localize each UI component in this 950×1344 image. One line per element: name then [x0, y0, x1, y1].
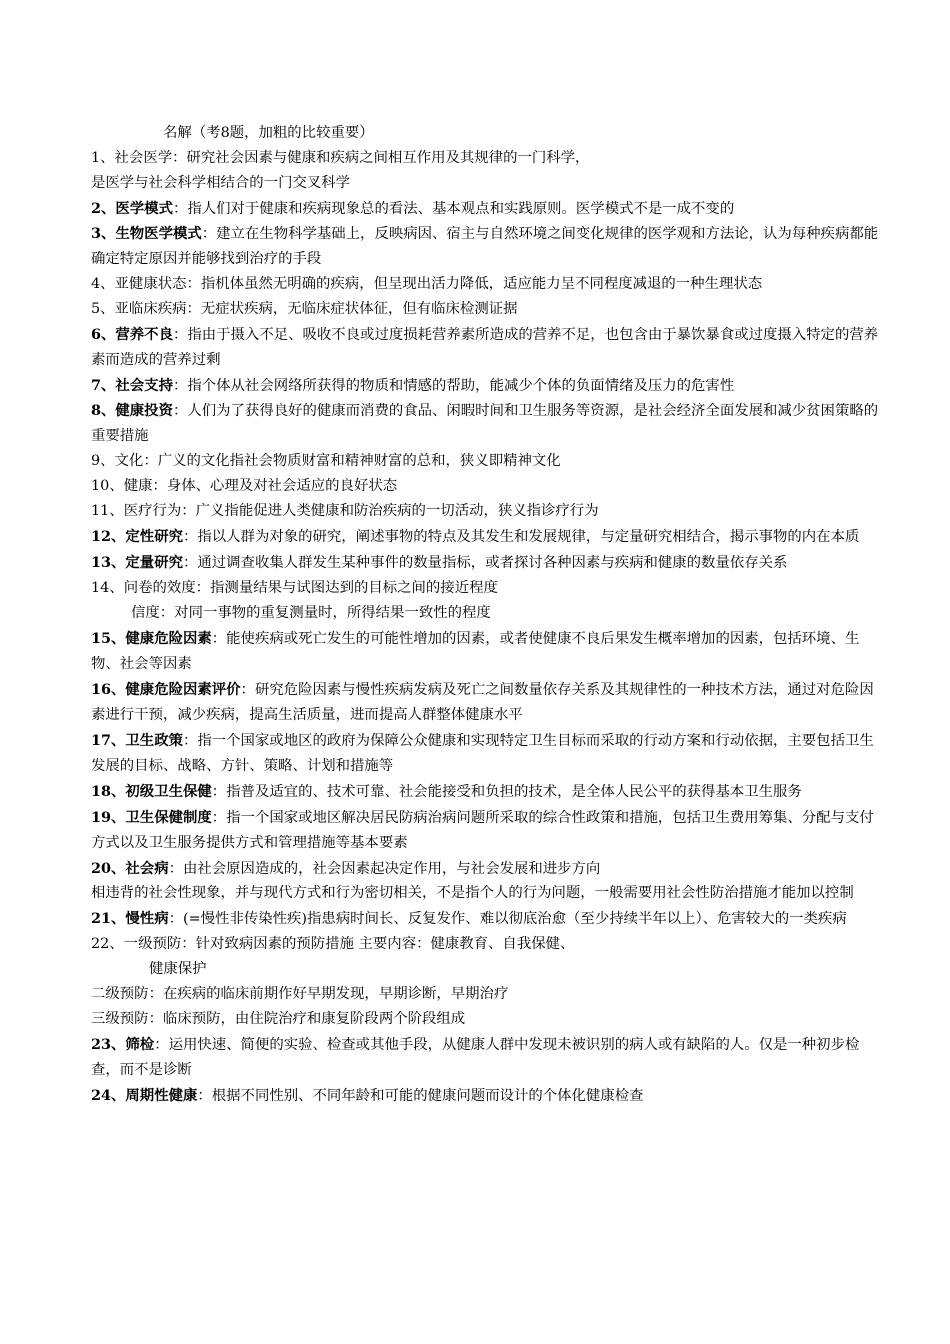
definition: ：(=慢性非传染性疾)指患病时间长、反复发作、难以彻底治愈（至少持续半年以上）、危害较大的一类疾病 [168, 911, 847, 927]
term: 20、社会病 [91, 860, 169, 877]
term: 12、定性研究 [91, 528, 183, 545]
entry-22: 22、一级预防：针对致病因素的预防措施 主要内容：健康教育、自我保健、 [91, 936, 575, 952]
entry-14: 14、问卷的效度：指测量结果与试图达到的目标之间的接近程度 [91, 580, 498, 596]
entry-5: 5、亚临床疾病：无症状疾病，无临床症状体征，但有临床检测证据 [91, 301, 518, 317]
definition: ：指一个国家或地区解决居民防病治病问题所采取的综合性政策和措施，包括卫生费用筹集、分配与支付方式以及卫生服务提供方式和管理措施等基本要素 [91, 810, 874, 851]
definition: ：运用快速、简便的实验、检查或其他手段，从健康人群中发现未被识别的病人或有缺陷的人。仅是一种初步检查，而不是诊断 [91, 1037, 860, 1078]
entry-8 [91, 398, 881, 449]
term: 2、医学模式 [91, 200, 173, 217]
definition: ：建立在生物科学基础上，反映病因、宿主与自然环境之间变化规律的医学观和方法论，认为每种疾病都能确定特定原因并能够找到治疗的手段 [91, 226, 879, 267]
entry-17 [91, 728, 881, 779]
definition: ：指个体从社会网络所获得的物质和情感的帮助，能减少个体的负面情绪及压力的危害性 [172, 378, 735, 394]
term: 6、营养不良 [91, 326, 173, 343]
term: 3、生物医学模式 [91, 225, 202, 242]
entry-22-secondary: 二级预防：在疾病的临床前期作好早期发现，早期诊断，早期治疗 [91, 986, 509, 1002]
entry-21 [91, 906, 881, 932]
entry-6 [91, 322, 881, 373]
entry-22-cont: 健康保护 [149, 961, 207, 977]
term: 17、卫生政策 [91, 732, 183, 749]
entry-13 [91, 550, 881, 576]
term: 16、健康危险因素评价 [91, 681, 241, 698]
entry-1-cont: 是医学与社会科学相结合的一门交叉科学 [91, 175, 351, 191]
definition: ：指由于摄入不足、吸收不良或过度损耗营养素所造成的营养不足，也包含由于暴饮暴食或过度摄入特定的营养素而造成的营养过剩 [91, 327, 879, 368]
term: 13、定量研究 [91, 554, 183, 571]
definition: ：指以人群为对象的研究，阐述事物的特点及其发生和发展规律，与定量研究相结合，揭示事物的内在本质 [182, 529, 860, 545]
document-body [91, 121, 881, 1108]
entry-2 [91, 196, 881, 221]
term: 21、慢性病 [91, 910, 169, 927]
term: 24、周期性健康 [91, 1087, 198, 1104]
entry-15 [91, 626, 881, 677]
entry-24 [91, 1083, 881, 1108]
entry-12 [91, 524, 881, 550]
entry-20 [91, 856, 881, 881]
entry-7 [91, 373, 881, 398]
entry-20-cont: 相违背的社会性现象，并与现代方式和行为密切相关，不是指个人的行为问题，一般需要用社会性防治措施才能加以控制 [91, 885, 854, 901]
definition: ：人们为了获得良好的健康而消费的食品、闲暇时间和卫生服务等资源，是社会经济全面发展和减少贫困策略的重要措施 [91, 403, 879, 444]
page-title: 名解（考8题，加粗的比较重要） [163, 125, 374, 141]
entry-14-reliability: 信度：对同一事物的重复测量时，所得结果一致性的程度 [131, 605, 491, 621]
definition: ：由社会原因造成的，社会因素起决定作用，与社会发展和进步方向 [168, 861, 601, 877]
entry-9: 9、文化：广义的文化指社会物质财富和精神财富的总和，狭义即精神文化 [91, 453, 561, 469]
term: 7、社会支持 [91, 377, 173, 394]
term: 18、初级卫生保健 [91, 783, 212, 800]
term: 19、卫生保健制度 [91, 809, 212, 826]
entry-23 [91, 1032, 881, 1083]
entry-10: 10、健康：身体、心理及对社会适应的良好状态 [91, 478, 398, 494]
entry-3 [91, 221, 881, 272]
definition: ：根据不同性别、不同年龄和可能的健康问题而设计的个体化健康检查 [197, 1088, 644, 1104]
term: 23、筛检 [91, 1036, 155, 1053]
entry-22-tertiary: 三级预防：临床预防，由住院治疗和康复阶段两个阶段组成 [91, 1011, 466, 1027]
term: 8、健康投资 [91, 402, 173, 419]
definition: ：通过调查收集人群发生某种事件的数量指标，或者探讨各种因素与疾病和健康的数量依存关系 [182, 555, 788, 571]
term: 15、健康危险因素 [91, 630, 212, 647]
definition: ：能使疾病或死亡发生的可能性增加的因素，或者使健康不良后果发生概率增加的因素，包括环境、生物、社会等因素 [91, 631, 860, 672]
definition: ：研究危险因素与慢性疾病发病及死亡之间数量依存关系及其规律性的一种技术方法，通过对危险因素进行干预，减少疾病，提高生活质量，进而提高人群整体健康水平 [91, 682, 874, 723]
definition: ：指普及适宜的、技术可靠、社会能接受和负担的技术，是全体人民公平的获得基本卫生服务 [211, 784, 802, 800]
entry-4: 4、亚健康状态：指机体虽然无明确的疾病，但呈现出活力降低，适应能力呈不同程度减退的一种生理状态 [91, 276, 763, 292]
entry-16 [91, 677, 881, 728]
definition: ：指一个国家或地区的政府为保障公众健康和实现特定卫生目标而采取的行动方案和行动依据，主要包括卫生发展的目标、战略、方针、策略、计划和措施等 [91, 733, 874, 774]
entry-19 [91, 805, 881, 856]
definition: ：指人们对于健康和疾病现象总的看法、基本观点和实践原则。医学模式不是一成不变的 [172, 201, 735, 217]
entry-11: 11、医疗行为：广义指能促进人类健康和防治疾病的一切活动，狭义指诊疗行为 [91, 503, 599, 519]
entry-18 [91, 779, 881, 805]
entry-1: 1、社会医学：研究社会因素与健康和疾病之间相互作用及其规律的一门科学， [91, 150, 590, 166]
